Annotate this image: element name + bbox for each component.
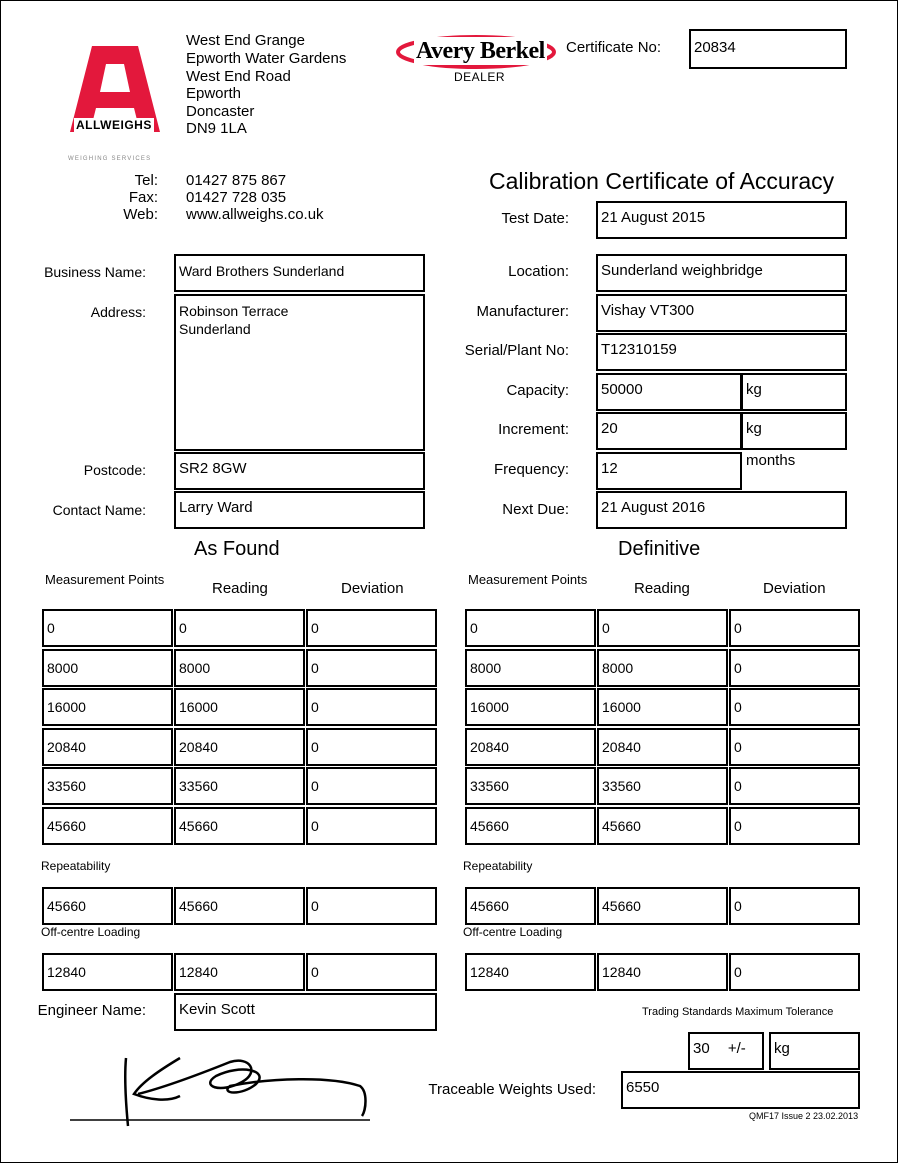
definitive-row-5-reading[interactable]: 33560: [597, 767, 728, 805]
definitive-row-3-deviation[interactable]: 0: [729, 688, 860, 726]
definitive-offcentre-label: Off-centre Loading: [463, 925, 563, 939]
dealer-text: DEALER: [454, 70, 506, 84]
definitive-repeatability-reading[interactable]: 45660: [597, 887, 728, 925]
contact-name-field[interactable]: Larry Ward: [174, 491, 425, 529]
as-found-row-6-deviation[interactable]: 0: [306, 807, 437, 845]
definitive-col-points: Measurement Points: [468, 572, 588, 587]
definitive-offcentre-points[interactable]: 12840: [465, 953, 596, 991]
postcode-label: Postcode:: [83, 462, 146, 478]
next-due-label: Next Due:: [502, 501, 569, 518]
as-found-row-3-points[interactable]: 16000: [42, 688, 173, 726]
definitive-col-reading: Reading: [634, 580, 690, 597]
postcode-field[interactable]: SR2 8GW: [174, 452, 425, 490]
traceable-weights-label: Traceable Weights Used:: [428, 1081, 596, 1098]
definitive-row-5-points[interactable]: 33560: [465, 767, 596, 805]
address-line-1: Robinson Terrace: [179, 303, 289, 319]
engineer-signature: [70, 1050, 370, 1130]
definitive-row-4-reading[interactable]: 20840: [597, 728, 728, 766]
definitive-offcentre-deviation[interactable]: 0: [729, 953, 860, 991]
as-found-heading: As Found: [194, 538, 280, 560]
increment-label: Increment:: [498, 421, 569, 438]
as-found-offcentre-deviation[interactable]: 0: [306, 953, 437, 991]
capacity-unit-field[interactable]: kg: [741, 373, 847, 411]
as-found-repeatability-points[interactable]: 45660: [42, 887, 173, 925]
serial-field[interactable]: T12310159: [596, 333, 847, 371]
location-label: Location:: [508, 263, 569, 280]
definitive-repeatability-label: Repeatability: [463, 859, 533, 873]
definitive-row-3-reading[interactable]: 16000: [597, 688, 728, 726]
tel-label: Tel:: [134, 172, 158, 189]
tolerance-value: 30: [693, 1040, 710, 1057]
as-found-repeatability-reading[interactable]: 45660: [174, 887, 305, 925]
as-found-row-1-deviation[interactable]: 0: [306, 609, 437, 647]
as-found-row-1-reading[interactable]: 0: [174, 609, 305, 647]
as-found-offcentre-points[interactable]: 12840: [42, 953, 173, 991]
as-found-repeatability-label: Repeatability: [41, 859, 111, 873]
as-found-row-5-reading[interactable]: 33560: [174, 767, 305, 805]
as-found-row-4-reading[interactable]: 20840: [174, 728, 305, 766]
definitive-repeatability-points[interactable]: 45660: [465, 887, 596, 925]
fax-value: 01427 728 035: [186, 189, 287, 206]
definitive-row-5-deviation[interactable]: 0: [729, 767, 860, 805]
engineer-name-label: Engineer Name:: [37, 1002, 146, 1019]
definitive-row-1-deviation[interactable]: 0: [729, 609, 860, 647]
as-found-row-3-reading[interactable]: 16000: [174, 688, 305, 726]
as-found-offcentre-reading[interactable]: 12840: [174, 953, 305, 991]
as-found-col-points: Measurement Points: [45, 572, 165, 587]
as-found-col-reading: Reading: [212, 580, 268, 597]
certificate-number-label: Certificate No:: [566, 39, 662, 56]
as-found-row-2-reading[interactable]: 8000: [174, 649, 305, 687]
definitive-col-deviation: Deviation: [763, 580, 826, 597]
tel-value: 01427 875 867: [186, 172, 287, 189]
company-address-line-4: Epworth: [186, 85, 242, 102]
as-found-row-2-deviation[interactable]: 0: [306, 649, 437, 687]
manufacturer-field[interactable]: Vishay VT300: [596, 294, 847, 332]
definitive-repeatability-deviation[interactable]: 0: [729, 887, 860, 925]
certificate-title: Calibration Certificate of Accuracy: [489, 168, 835, 194]
definitive-row-4-points[interactable]: 20840: [465, 728, 596, 766]
tolerance-unit-field[interactable]: kg: [769, 1032, 860, 1070]
test-date-field[interactable]: 21 August 2015: [596, 201, 847, 239]
definitive-row-1-points[interactable]: 0: [465, 609, 596, 647]
increment-field[interactable]: 20: [596, 412, 742, 450]
footer-issue: QMF17 Issue 2 23.02.2013: [749, 1111, 859, 1121]
as-found-row-5-points[interactable]: 33560: [42, 767, 173, 805]
frequency-unit: months: [746, 452, 796, 469]
traceable-weights-field[interactable]: 6550: [621, 1071, 860, 1109]
business-name-field[interactable]: Ward Brothers Sunderland: [174, 254, 425, 292]
avery-berkel-logo: [396, 34, 556, 86]
company-address-line-1: West End Grange: [186, 32, 305, 49]
manufacturer-label: Manufacturer:: [476, 303, 569, 320]
definitive-row-3-points[interactable]: 16000: [465, 688, 596, 726]
as-found-row-6-points[interactable]: 45660: [42, 807, 173, 845]
definitive-row-4-deviation[interactable]: 0: [729, 728, 860, 766]
fax-label: Fax:: [128, 189, 158, 206]
capacity-field[interactable]: 50000: [596, 373, 742, 411]
frequency-label: Frequency:: [493, 461, 569, 478]
web-label: Web:: [123, 206, 158, 223]
as-found-row-1-points[interactable]: 0: [42, 609, 173, 647]
as-found-offcentre-label: Off-centre Loading: [41, 925, 141, 939]
definitive-heading: Definitive: [618, 538, 701, 560]
serial-label: Serial/Plant No:: [464, 342, 569, 359]
avery-berkel-text: Avery Berkel: [416, 38, 545, 64]
next-due-field[interactable]: 21 August 2016: [596, 491, 847, 529]
definitive-row-2-points[interactable]: 8000: [465, 649, 596, 687]
as-found-row-6-reading[interactable]: 45660: [174, 807, 305, 845]
tolerance-sign: +/-: [727, 1040, 746, 1057]
as-found-row-2-points[interactable]: 8000: [42, 649, 173, 687]
definitive-offcentre-reading[interactable]: 12840: [597, 953, 728, 991]
as-found-col-deviation: Deviation: [341, 580, 404, 597]
company-address-line-3: West End Road: [186, 68, 291, 85]
definitive-row-2-reading[interactable]: 8000: [597, 649, 728, 687]
definitive-row-1-reading[interactable]: 0: [597, 609, 728, 647]
as-found-row-4-points[interactable]: 20840: [42, 728, 173, 766]
as-found-row-3-deviation[interactable]: 0: [306, 688, 437, 726]
contact-name-label: Contact Name:: [52, 502, 146, 518]
logo-text: ALLWEIGHS: [76, 118, 152, 132]
as-found-row-5-deviation[interactable]: 0: [306, 767, 437, 805]
definitive-row-6-deviation[interactable]: 0: [729, 807, 860, 845]
web-value: www.allweighs.co.uk: [186, 206, 324, 223]
allweighs-logo: [66, 46, 164, 170]
tolerance-label: Trading Standards Maximum Tolerance: [642, 1006, 834, 1018]
address-field[interactable]: [174, 294, 425, 451]
engineer-name-field[interactable]: Kevin Scott: [174, 993, 437, 1031]
address-line-2: Sunderland: [179, 321, 251, 337]
frequency-field[interactable]: 12: [596, 452, 742, 490]
definitive-row-6-points[interactable]: 45660: [465, 807, 596, 845]
capacity-label: Capacity:: [506, 382, 569, 399]
logo-subtext: WEIGHING SERVICES: [68, 156, 152, 162]
company-address-line-2: Epworth Water Gardens: [186, 50, 347, 67]
certificate-number-field[interactable]: 20834: [689, 29, 847, 69]
company-address-line-6: DN9 1LA: [186, 120, 247, 137]
tolerance-value-field[interactable]: [688, 1032, 764, 1070]
increment-unit-field[interactable]: kg: [741, 412, 847, 450]
test-date-label: Test Date:: [501, 210, 569, 227]
business-name-label: Business Name:: [44, 264, 146, 280]
as-found-repeatability-deviation[interactable]: 0: [306, 887, 437, 925]
company-address-line-5: Doncaster: [186, 103, 255, 120]
definitive-row-6-reading[interactable]: 45660: [597, 807, 728, 845]
location-field[interactable]: Sunderland weighbridge: [596, 254, 847, 292]
as-found-row-4-deviation[interactable]: 0: [306, 728, 437, 766]
address-label: Address:: [90, 304, 146, 320]
definitive-row-2-deviation[interactable]: 0: [729, 649, 860, 687]
